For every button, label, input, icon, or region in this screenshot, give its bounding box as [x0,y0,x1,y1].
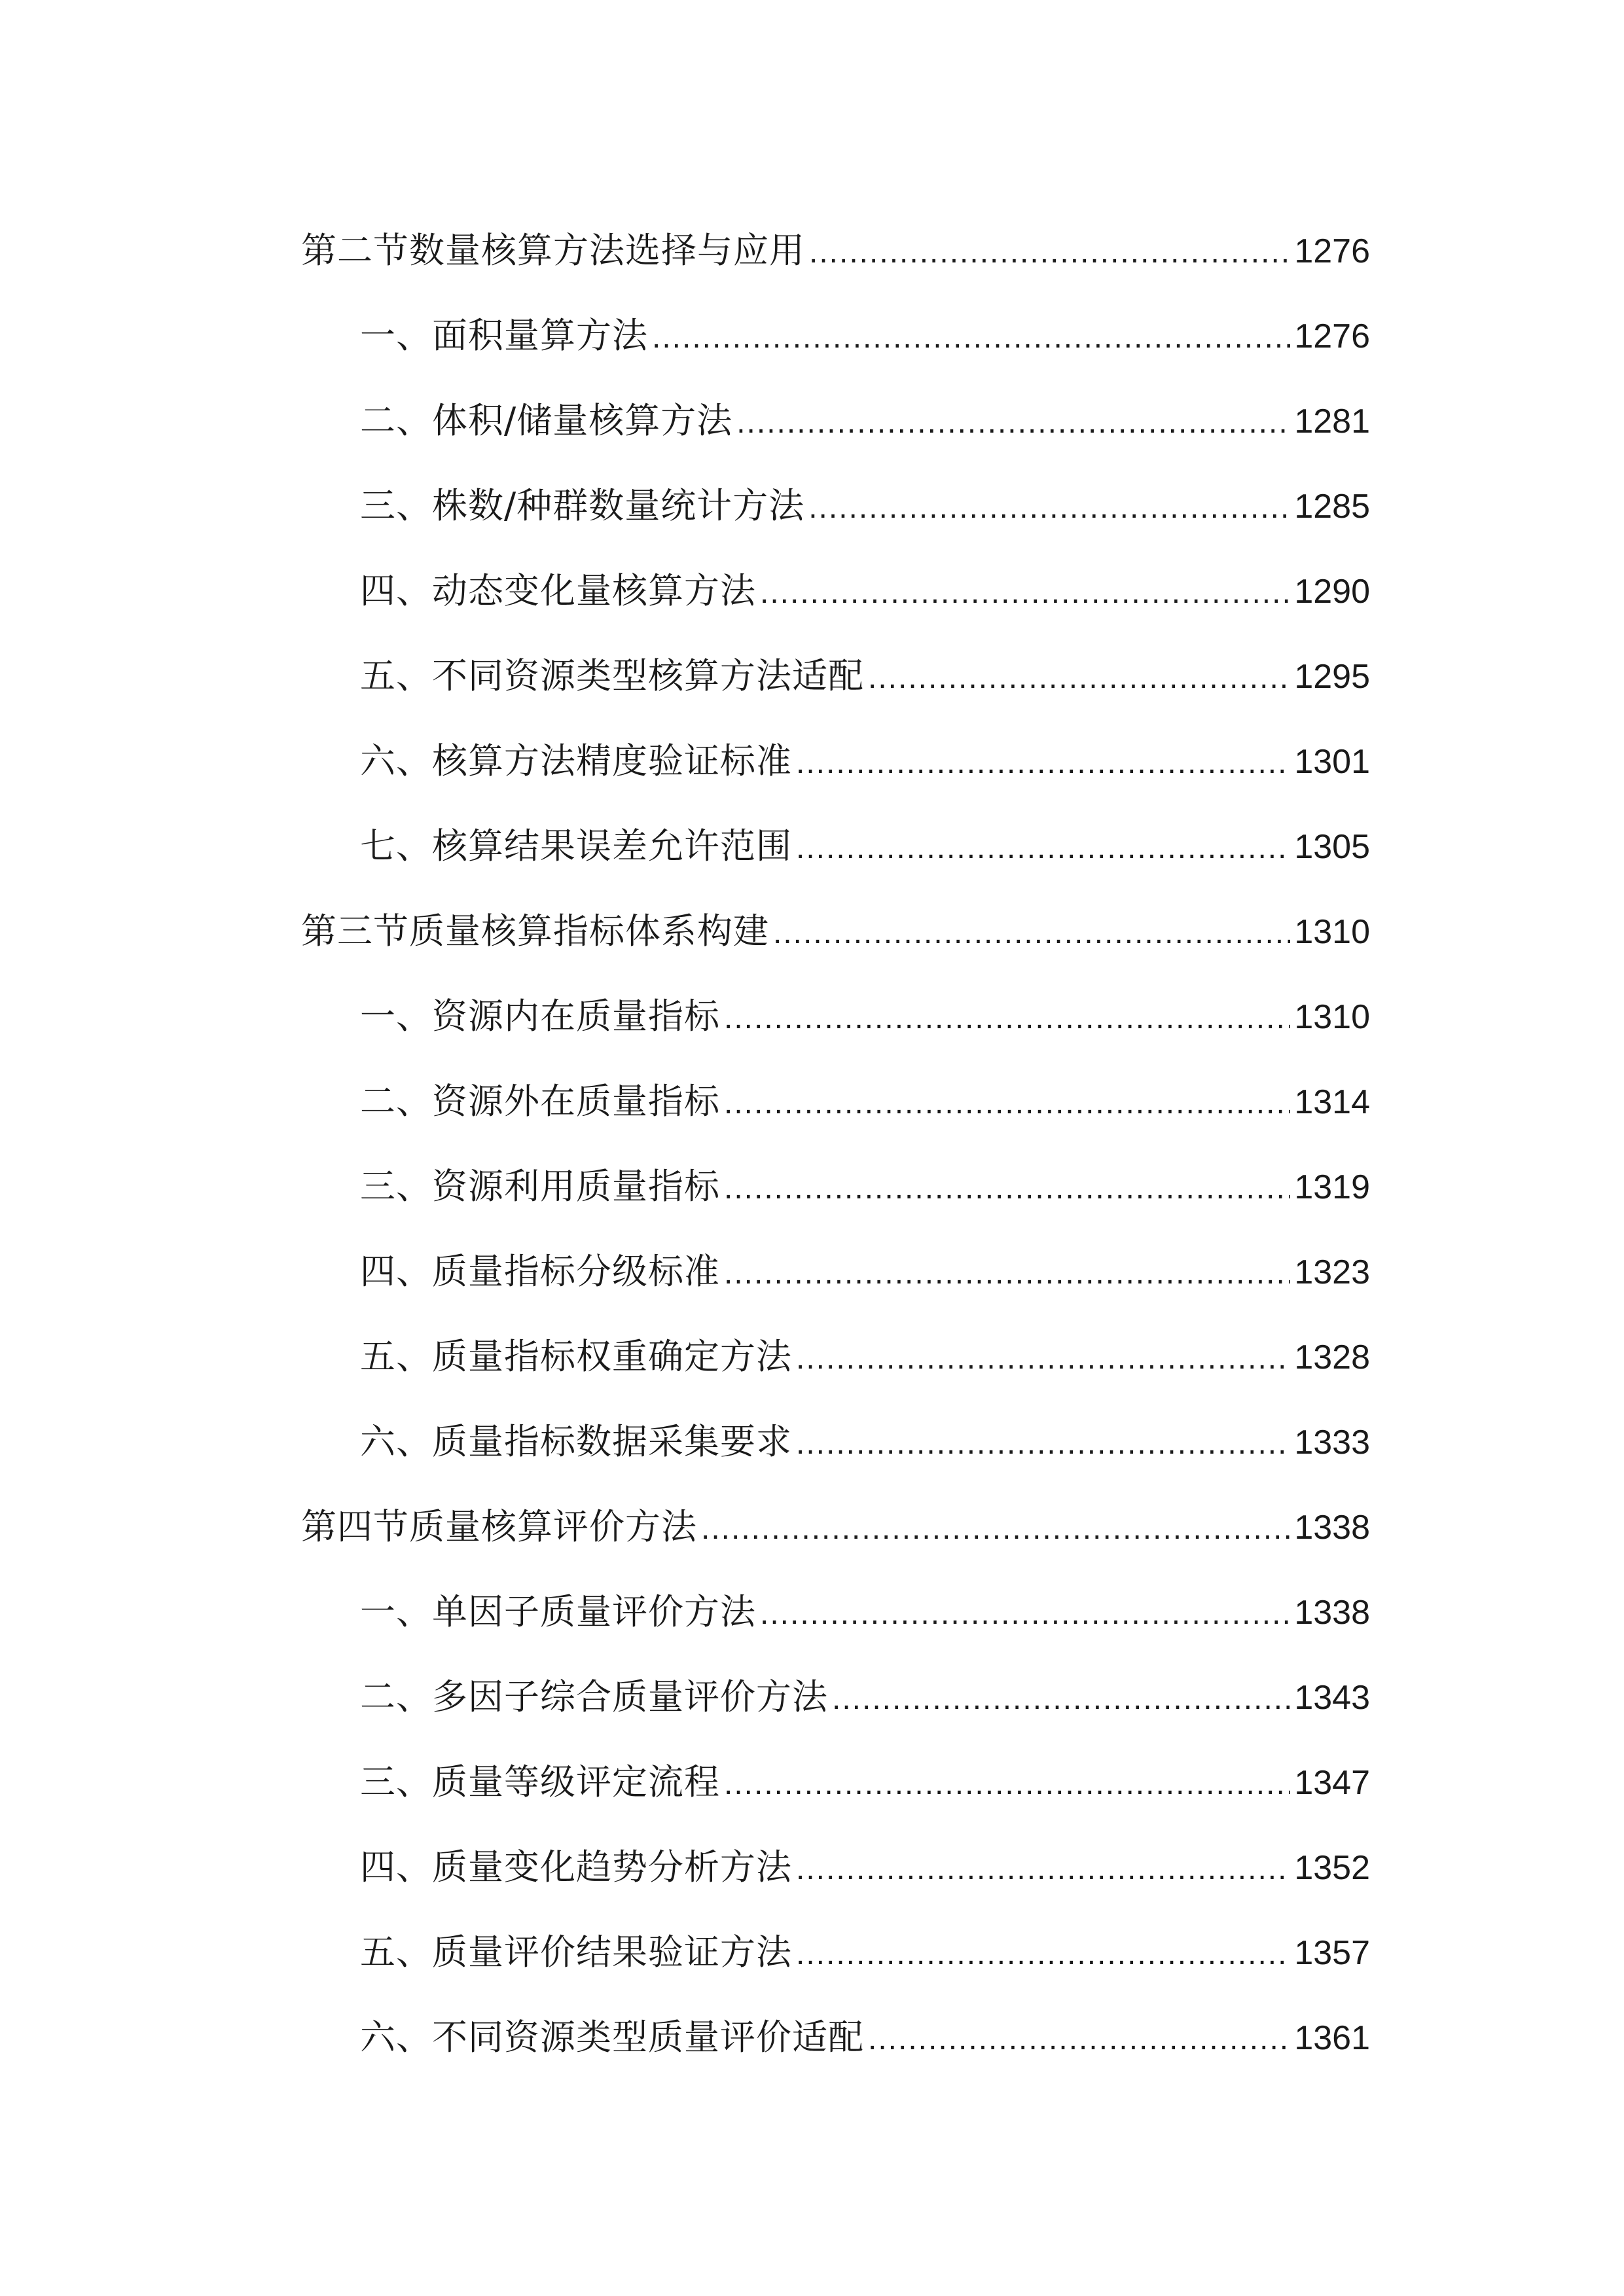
toc-entry-subsection[interactable] [301,1995,1370,2080]
toc-dot-leader [796,1316,1290,1401]
toc-entry-subsection[interactable] [301,378,1370,463]
toc-dot-leader [796,1827,1290,1912]
toc-entry-subsection[interactable] [301,634,1370,719]
toc-entry-subsection[interactable] [301,1655,1370,1740]
toc-entry-title: 六、不同资源类型质量评价适配 [360,2017,864,2058]
toc-entry-title: 一、面积量算方法 [360,315,648,356]
toc-entry-title: 四、质量指标分级标准 [360,1251,720,1292]
toc-entry-page-number: 1357 [1294,1934,1370,1972]
toc-entry-title: 七、核算结果误差允许范围 [360,825,792,867]
toc-entry-subsection[interactable] [301,1825,1370,1910]
toc-entry-page-number: 1290 [1294,573,1370,611]
toc-entry-page-number: 1347 [1294,1764,1370,1802]
toc-entry-title: 一、单因子质量评价方法 [360,1591,756,1632]
table-of-contents [301,208,1370,2080]
toc-entry-title: 第二节数量核算方法选择与应用 [301,230,805,271]
toc-dot-leader [809,210,1290,295]
toc-entry-subsection[interactable] [301,293,1370,378]
toc-entry-subsection[interactable] [301,1059,1370,1144]
toc-entry-title: 二、体积/储量核算方法 [360,400,733,441]
toc-entry-subsection[interactable] [301,1229,1370,1314]
toc-entry-page-number: 1301 [1294,743,1370,781]
toc-entry-subsection[interactable] [301,719,1370,804]
toc-dot-leader [796,1912,1290,1997]
toc-dot-leader [701,1486,1290,1571]
toc-entry-page-number: 1338 [1294,1594,1370,1632]
toc-entry-subsection[interactable] [301,463,1370,548]
toc-entry-title: 第三节质量核算指标体系构建 [301,910,769,952]
toc-dot-leader [796,806,1290,891]
toc-dot-leader [724,1742,1290,1827]
toc-entry-title: 五、质量评价结果验证方法 [360,1931,792,1973]
toc-entry-page-number: 1328 [1294,1338,1370,1376]
toc-entry-page-number: 1352 [1294,1849,1370,1887]
toc-entry-title: 五、质量指标权重确定方法 [360,1336,792,1377]
toc-entry-page-number: 1310 [1294,913,1370,951]
toc-dot-leader [724,1061,1290,1146]
toc-entry-title: 五、不同资源类型核算方法适配 [360,655,864,696]
toc-dot-leader [832,1657,1290,1742]
toc-entry-title: 二、资源外在质量指标 [360,1081,720,1122]
toc-dot-leader [652,295,1290,380]
toc-entry-title: 六、核算方法精度验证标准 [360,740,792,781]
toc-dot-leader [868,1997,1290,2082]
toc-entry-subsection[interactable] [301,1910,1370,1995]
toc-entry-page-number: 1305 [1294,828,1370,866]
toc-entry-subsection[interactable] [301,1740,1370,1825]
toc-entry-page-number: 1333 [1294,1424,1370,1462]
toc-entry-title: 三、资源利用质量指标 [360,1166,720,1207]
toc-entry-section[interactable] [301,1484,1370,1570]
toc-entry-page-number: 1276 [1294,317,1370,355]
toc-entry-page-number: 1314 [1294,1083,1370,1121]
toc-entry-subsection[interactable] [301,1399,1370,1484]
toc-entry-subsection[interactable] [301,548,1370,634]
toc-entry-section[interactable] [301,208,1370,293]
toc-dot-leader [796,721,1290,806]
toc-entry-page-number: 1323 [1294,1253,1370,1291]
toc-entry-title: 三、株数/种群数量统计方法 [360,485,805,526]
toc-dot-leader [808,465,1290,550]
toc-dot-leader [736,380,1290,465]
toc-dot-leader [773,891,1290,976]
toc-entry-title: 三、质量等级评定流程 [360,1761,720,1803]
toc-entry-subsection[interactable] [301,1570,1370,1655]
toc-entry-page-number: 1361 [1294,2019,1370,2057]
toc-entry-title: 一、资源内在质量指标 [360,996,720,1037]
toc-entry-title: 第四节质量核算评价方法 [301,1506,697,1547]
toc-entry-page-number: 1281 [1294,403,1370,440]
toc-dot-leader [868,636,1290,721]
toc-dot-leader [760,1571,1290,1657]
toc-dot-leader [724,1146,1290,1231]
toc-entry-page-number: 1338 [1294,1509,1370,1547]
toc-entry-page-number: 1310 [1294,998,1370,1036]
toc-dot-leader [760,550,1290,636]
toc-entry-page-number: 1295 [1294,658,1370,696]
toc-entry-title: 二、多因子综合质量评价方法 [360,1676,828,1717]
toc-entry-page-number: 1276 [1294,232,1370,270]
toc-entry-title: 六、质量指标数据采集要求 [360,1421,792,1462]
toc-entry-subsection[interactable] [301,974,1370,1059]
toc-entry-page-number: 1319 [1294,1168,1370,1206]
toc-entry-subsection[interactable] [301,804,1370,889]
toc-entry-page-number: 1343 [1294,1679,1370,1717]
toc-entry-title: 四、质量变化趋势分析方法 [360,1846,792,1888]
toc-entry-subsection[interactable] [301,1314,1370,1399]
toc-entry-subsection[interactable] [301,1144,1370,1229]
toc-entry-title: 四、动态变化量核算方法 [360,570,756,611]
toc-dot-leader [724,976,1290,1061]
toc-dot-leader [724,1231,1290,1316]
toc-entry-section[interactable] [301,889,1370,974]
toc-entry-page-number: 1285 [1294,488,1370,526]
toc-dot-leader [796,1401,1290,1486]
